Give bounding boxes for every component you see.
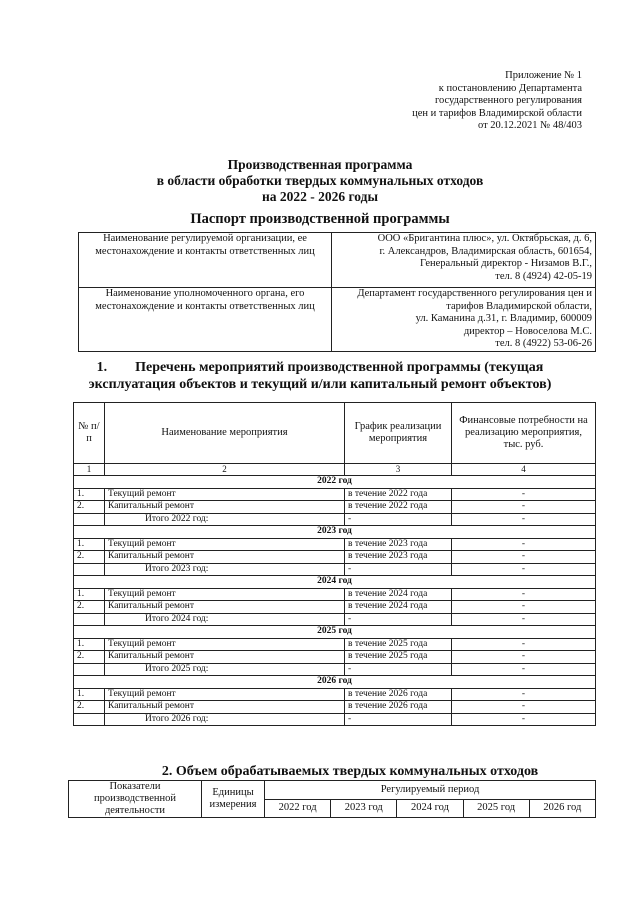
event-schedule: в течение 2026 года xyxy=(345,688,452,701)
event-name: Капитальный ремонт xyxy=(105,551,345,564)
total-schedule: - xyxy=(345,563,452,576)
year-label: 2022 год xyxy=(74,476,596,489)
event-schedule: в течение 2024 года xyxy=(345,601,452,614)
row-number: 1. xyxy=(74,588,105,601)
event-name: Капитальный ремонт xyxy=(105,701,345,714)
section1-heading xyxy=(0,360,640,393)
total-amount: - xyxy=(452,513,596,526)
total-row xyxy=(74,663,596,676)
total-schedule: - xyxy=(345,513,452,526)
table-row xyxy=(74,488,596,501)
year-label: 2023 год xyxy=(74,526,596,539)
total-label: Итого 2022 год: xyxy=(105,513,345,526)
passport-value xyxy=(332,233,596,288)
passport-value-line: директор – Новоселова М.С. xyxy=(463,325,592,337)
total-row xyxy=(74,563,596,576)
year-row xyxy=(74,676,596,689)
event-amount: - xyxy=(452,488,596,501)
col-number: 2 xyxy=(105,464,345,476)
col-header-schedule: График реализации мероприятия xyxy=(345,403,452,464)
event-name: Капитальный ремонт xyxy=(105,501,345,514)
section1-heading-line: Перечень мероприятий производственной программы (текущая xyxy=(135,360,544,375)
row-number: 2. xyxy=(74,701,105,714)
period-year: 2025 год xyxy=(463,799,529,818)
period-year: 2022 год xyxy=(265,799,331,818)
event-amount: - xyxy=(452,501,596,514)
event-name: Текущий ремонт xyxy=(105,688,345,701)
events-column-numbers-row xyxy=(74,464,596,476)
events-table xyxy=(73,402,596,726)
total-amount: - xyxy=(452,613,596,626)
volumes-header-row xyxy=(69,781,596,800)
event-name: Капитальный ремонт xyxy=(105,601,345,614)
col-number: 4 xyxy=(452,464,596,476)
event-schedule: в течение 2024 года xyxy=(345,588,452,601)
total-label: Итого 2023 год: xyxy=(105,563,345,576)
year-row xyxy=(74,476,596,489)
total-row xyxy=(74,713,596,726)
passport-heading: Паспорт производственной программы xyxy=(190,211,450,227)
col-header-name: Наименование мероприятия xyxy=(105,403,345,464)
appendix-line: Приложение № 1 xyxy=(505,70,582,81)
document-title xyxy=(0,157,640,205)
passport-value xyxy=(332,288,596,352)
event-schedule: в течение 2023 года xyxy=(345,551,452,564)
total-schedule: - xyxy=(345,663,452,676)
table-row xyxy=(74,601,596,614)
row-number: 1. xyxy=(74,688,105,701)
appendix-line: от 20.12.2021 № 48/403 xyxy=(477,120,582,132)
total-amount: - xyxy=(452,663,596,676)
event-schedule: в течение 2025 года xyxy=(345,638,452,651)
total-label: Итого 2026 год: xyxy=(105,713,345,726)
total-number-cell xyxy=(74,663,105,676)
passport-value-line: тарифов Владимирской области, xyxy=(446,300,592,312)
total-number-cell xyxy=(74,613,105,626)
event-schedule: в течение 2022 года xyxy=(345,488,452,501)
period-year: 2023 год xyxy=(331,799,397,818)
event-name: Текущий ремонт xyxy=(105,638,345,651)
title-line: Производственная программа xyxy=(227,157,413,172)
year-row xyxy=(74,626,596,639)
col-header-amount: Финансовые потребности на реализацию мероприятия, тыс. руб. xyxy=(452,403,596,464)
row-number: 2. xyxy=(74,501,105,514)
event-amount: - xyxy=(452,538,596,551)
row-number: 2. xyxy=(74,551,105,564)
col-number: 1 xyxy=(74,464,105,476)
units-header: Единицы измерения xyxy=(202,781,265,818)
appendix-line: к постановлению Департамента xyxy=(438,82,582,94)
total-number-cell xyxy=(74,513,105,526)
row-number: 1. xyxy=(74,638,105,651)
total-row xyxy=(74,613,596,626)
passport-label: Наименование уполномоченного органа, его местонахождение и контакты ответственных лиц xyxy=(79,288,332,352)
passport-value-line: Генеральный директор - Низамов В.Г., xyxy=(420,258,592,269)
total-schedule: - xyxy=(345,613,452,626)
event-amount: - xyxy=(452,601,596,614)
event-amount: - xyxy=(452,638,596,651)
section1-number: 1. xyxy=(96,360,108,375)
appendix-header xyxy=(350,70,582,133)
passport-value-line: тел. 8 (4922) 53-06-26 xyxy=(495,338,592,349)
event-schedule: в течение 2023 года xyxy=(345,538,452,551)
section2-heading: 2. Объем обрабатываемых твердых коммунальных отходов xyxy=(161,764,539,779)
table-row xyxy=(74,588,596,601)
event-schedule: в течение 2025 года xyxy=(345,651,452,664)
event-name: Текущий ремонт xyxy=(105,588,345,601)
event-amount: - xyxy=(452,588,596,601)
total-amount: - xyxy=(452,563,596,576)
event-amount: - xyxy=(452,651,596,664)
row-number: 2. xyxy=(74,651,105,664)
year-label: 2026 год xyxy=(74,676,596,689)
total-label: Итого 2025 год: xyxy=(105,663,345,676)
event-amount: - xyxy=(452,551,596,564)
event-amount: - xyxy=(452,701,596,714)
events-body xyxy=(74,403,596,726)
total-number-cell xyxy=(74,713,105,726)
total-number-cell xyxy=(74,563,105,576)
event-name: Текущий ремонт xyxy=(105,538,345,551)
appendix-line: цен и тарифов Владимирской области xyxy=(412,107,582,119)
passport-row xyxy=(79,288,596,352)
row-number: 1. xyxy=(74,488,105,501)
table-row xyxy=(74,538,596,551)
total-schedule: - xyxy=(345,713,452,726)
events-header-row xyxy=(74,403,596,464)
section1-heading-line: эксплуатация объектов и текущий и/или капитальный ремонт объектов) xyxy=(88,376,552,392)
table-row xyxy=(74,688,596,701)
year-row xyxy=(74,576,596,589)
total-label: Итого 2024 год: xyxy=(105,613,345,626)
table-row xyxy=(74,501,596,514)
passport-value-line: Департамент государственного регулирования цен и xyxy=(357,288,592,299)
table-row xyxy=(74,701,596,714)
event-name: Капитальный ремонт xyxy=(105,651,345,664)
passport-value-line: г. Александров, Владимирская область, 601654, xyxy=(379,245,592,257)
col-header-number: № п/п xyxy=(74,403,105,464)
event-name: Текущий ремонт xyxy=(105,488,345,501)
year-label: 2025 год xyxy=(74,626,596,639)
period-header: Регулируемый период xyxy=(265,781,596,800)
period-year: 2026 год xyxy=(529,799,595,818)
row-number: 2. xyxy=(74,601,105,614)
event-schedule: в течение 2026 года xyxy=(345,701,452,714)
total-amount: - xyxy=(452,713,596,726)
passport-value-line: ул. Каманина д.31, г. Владимир, 600009 xyxy=(415,313,592,324)
passport-table xyxy=(78,232,596,352)
event-schedule: в течение 2022 года xyxy=(345,501,452,514)
year-row xyxy=(74,526,596,539)
table-row xyxy=(74,651,596,664)
indicators-header: Показатели производственной деятельности xyxy=(69,781,202,818)
col-number: 3 xyxy=(345,464,452,476)
table-row xyxy=(74,551,596,564)
passport-value-line: ООО «Бригантина плюс», ул. Октябрьская, д. 6, xyxy=(377,233,592,244)
row-number: 1. xyxy=(74,538,105,551)
passport-value-line: тел. 8 (4924) 42-05-19 xyxy=(495,270,592,282)
passport-row xyxy=(79,233,596,288)
year-label: 2024 год xyxy=(74,576,596,589)
table-row xyxy=(74,638,596,651)
passport-label: Наименование регулируемой организации, ее местонахождение и контакты ответственных лиц xyxy=(79,233,332,288)
title-line: на 2022 - 2026 годы xyxy=(261,189,379,204)
total-row xyxy=(74,513,596,526)
volumes-table xyxy=(68,780,596,818)
title-line: в области обработки твердых коммунальных отходов xyxy=(156,173,484,188)
appendix-line: государственного регулирования xyxy=(434,95,582,107)
period-year: 2024 год xyxy=(397,799,463,818)
event-amount: - xyxy=(452,688,596,701)
